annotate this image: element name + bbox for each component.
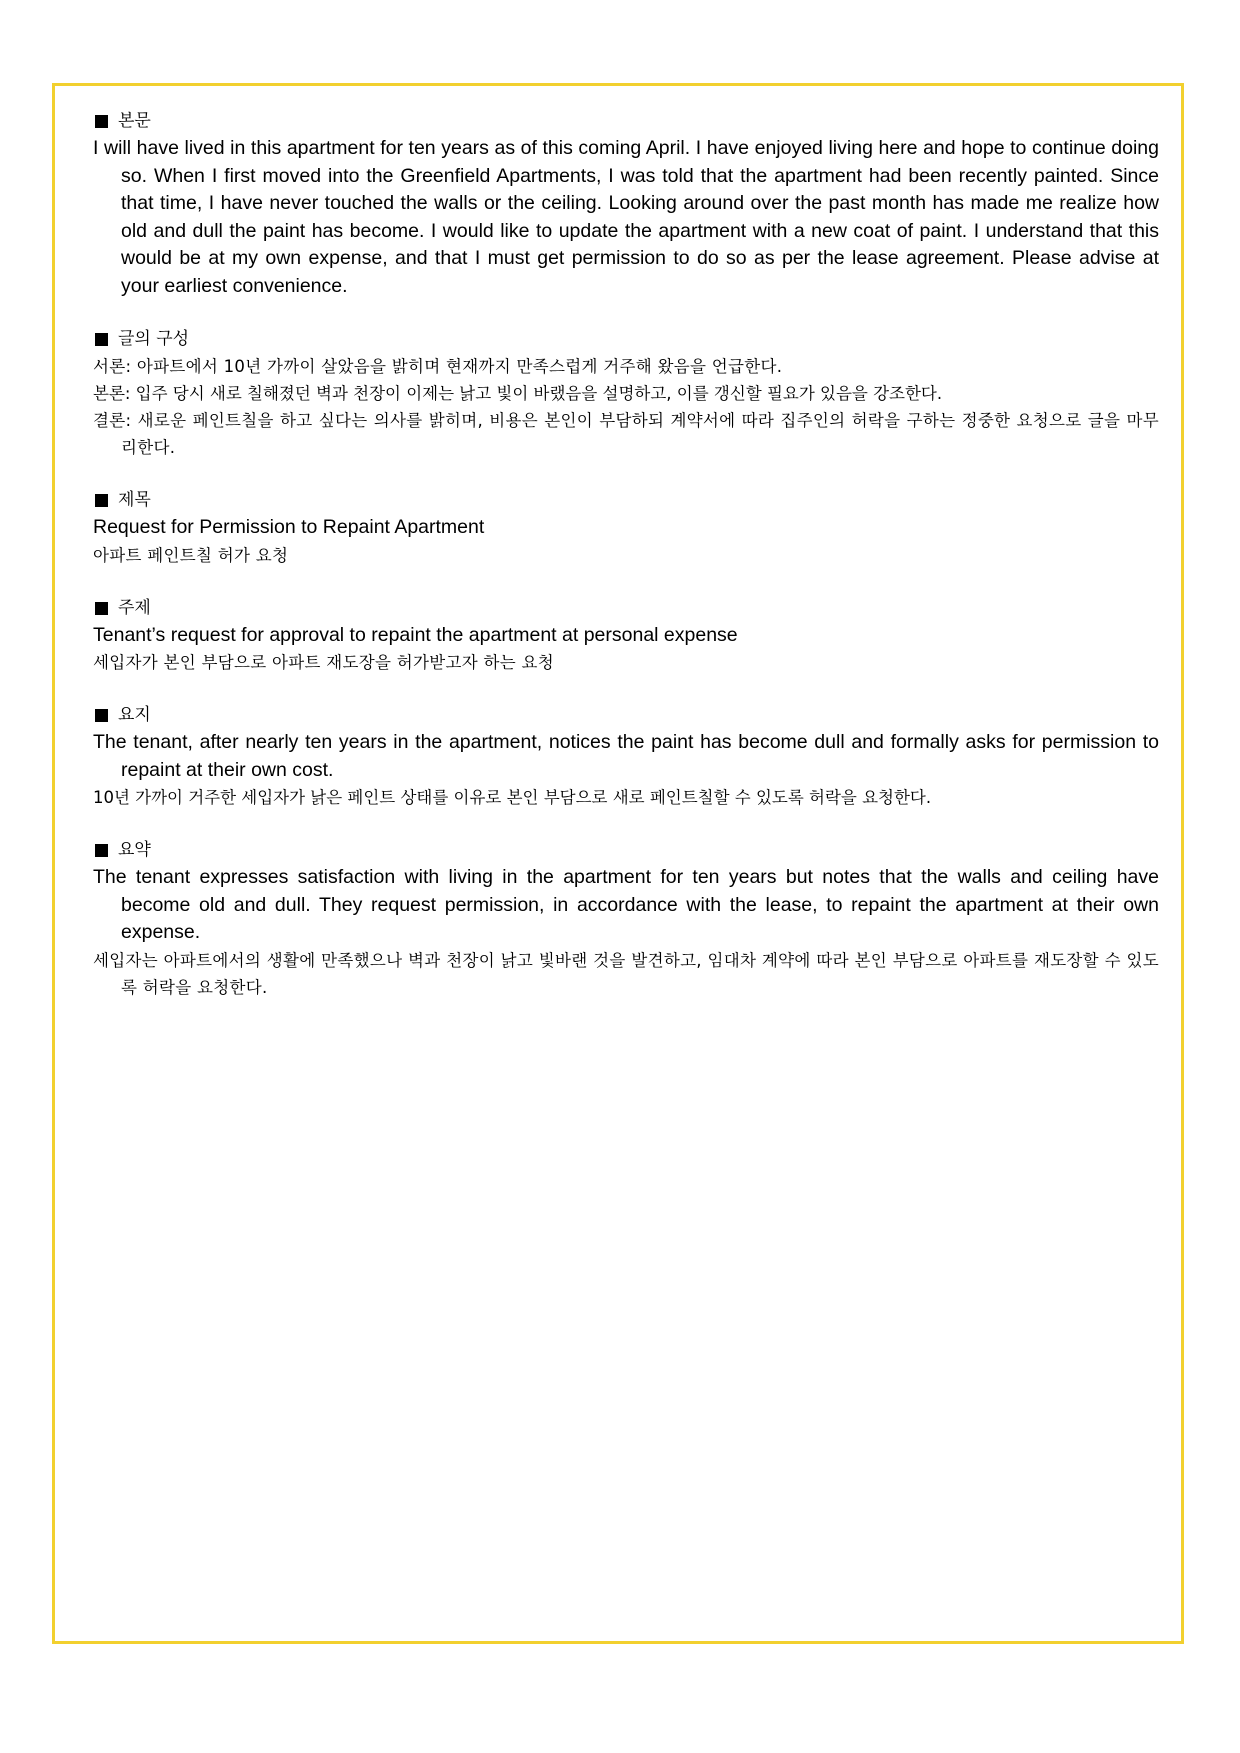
section-heading-label: 요지 [118, 705, 151, 725]
square-bullet-icon [95, 844, 108, 857]
section-heading [93, 326, 1159, 353]
gist-korean: 10년 가까이 거주한 세입자가 낡은 페인트 상태를 이유로 본인 부담으로 새로 페인트칠할 수 있도록 허락을 요청한다. [93, 788, 932, 807]
structure-intro: 서론: 아파트에서 10년 가까이 살았음을 밝히며 현재까지 만족스럽게 거주해 왔음을 언급한다. [93, 357, 783, 376]
section-heading [93, 702, 1159, 729]
square-bullet-icon [95, 333, 108, 346]
topic-english: Tenant’s request for approval to repaint the apartment at personal expense [93, 623, 738, 646]
section-structure [93, 326, 1159, 461]
document-content [93, 108, 1159, 1027]
square-bullet-icon [95, 115, 108, 128]
section-heading-label: 글의 구성 [118, 329, 190, 349]
body-text: I will have lived in this apartment for ten years as of this coming April. I have enjoyed living here and hope to continue doing so. When I first moved into the Greenfield Apartments, I was told that the apartment had been recently painted. Since that time, I have never touched the walls or the ceiling. Looking around over the past month has made me realize how old and dull the paint has become. I would like to update the apartment with a new coat of paint. I understand that this would be at my own expense, and that I must get permission to do so as per the lease agreement. Please advise at your earliest convenience. [93, 137, 1159, 297]
section-heading [93, 487, 1159, 514]
topic-korean: 세입자가 본인 부담으로 아파트 재도장을 허가받고자 하는 요청 [93, 653, 555, 672]
section-summary [93, 837, 1159, 1001]
square-bullet-icon [95, 602, 108, 615]
section-heading-label: 제목 [118, 490, 151, 510]
section-body [93, 108, 1159, 300]
section-heading-label: 본문 [118, 111, 151, 131]
section-heading [93, 837, 1159, 864]
summary-english: The tenant expresses satisfaction with living in the apartment for ten years but notes that the walls and ceiling have become old and dull. They request permission, in accordance with the lease, to repaint the apartment at their own expense. [93, 866, 1159, 943]
section-topic [93, 595, 1159, 677]
title-english: Request for Permission to Repaint Apartment [93, 516, 485, 538]
square-bullet-icon [95, 709, 108, 722]
title-korean: 아파트 페인트칠 허가 요청 [93, 545, 289, 565]
section-heading-label: 주제 [118, 597, 151, 618]
section-heading [93, 595, 1159, 622]
gist-english: The tenant, after nearly ten years in the apartment, notices the paint has become dull and formally asks for permission to repaint at their own cost. [93, 731, 1159, 781]
structure-main: 본론: 입주 당시 새로 칠해졌던 벽과 천장이 이제는 낡고 빛이 바랬음을 설명하고, 이를 갱신할 필요가 있음을 강조한다. [93, 384, 943, 403]
section-gist [93, 702, 1159, 811]
section-title [93, 487, 1159, 569]
section-heading-label: 요약 [118, 840, 151, 860]
square-bullet-icon [95, 494, 108, 507]
summary-korean: 세입자는 아파트에서의 생활에 만족했으나 벽과 천장이 낡고 빛바랜 것을 발견하고, 임대차 계약에 따라 본인 부담으로 아파트를 재도장할 수 있도록 허락을 요청한다. [93, 950, 1159, 997]
structure-conclusion: 결론: 새로운 페인트칠을 하고 싶다는 의사를 밝히며, 비용은 본인이 부담하되 계약서에 따라 집주인의 허락을 구하는 정중한 요청으로 글을 마무리한다. [93, 411, 1159, 457]
section-heading [93, 108, 1159, 135]
